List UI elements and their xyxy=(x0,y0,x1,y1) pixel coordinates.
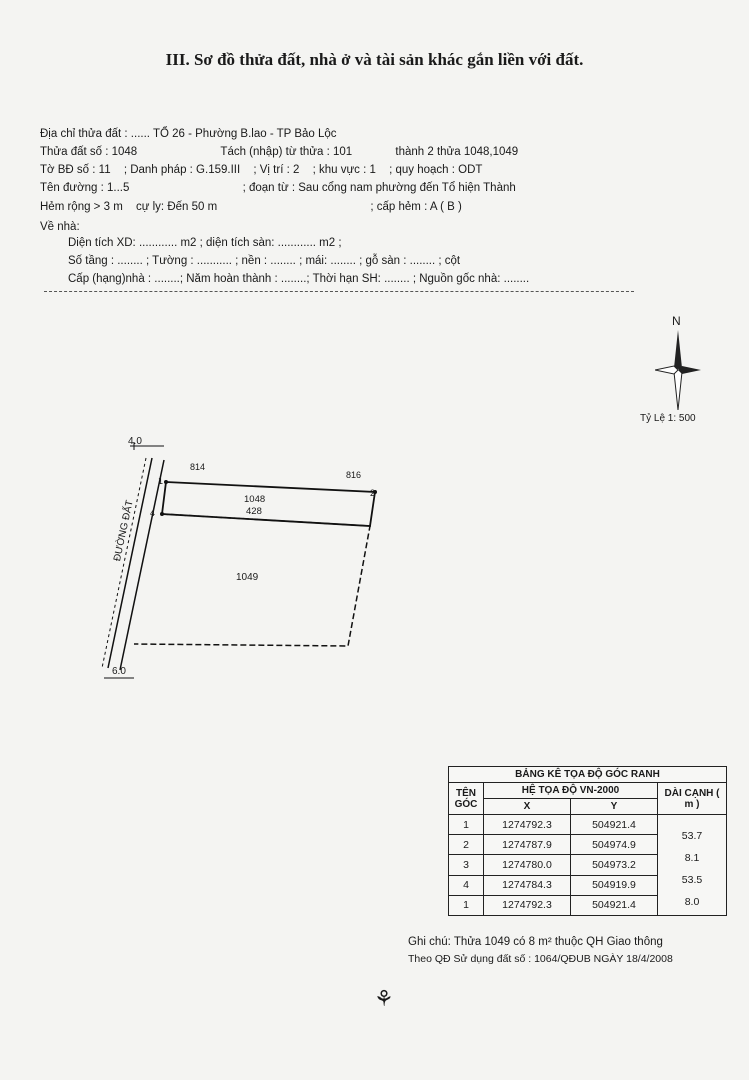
parcel-diagram xyxy=(90,430,400,690)
distance: cự ly: Đến 50 m xyxy=(135,201,218,213)
point-4: 4 xyxy=(150,508,156,518)
position: ; Vị trí : 2 xyxy=(253,164,300,176)
section-title: III. Sơ đồ thửa đất, nhà ở và tài sản khác gắn liền với đất. xyxy=(165,50,584,69)
cell-y: 504921.4 xyxy=(571,815,658,835)
split-into: thành 2 thửa 1048,1049 xyxy=(395,146,519,158)
col-ten: TÊN GÓC xyxy=(449,783,484,815)
north-label: N xyxy=(672,314,681,328)
col-system: HỆ TỌA ĐỘ VN-2000 xyxy=(484,783,658,799)
info-street xyxy=(40,182,526,194)
house-area: Diện tích XD: ............ m2 ; diện tích sàn: ............ m2 ; xyxy=(68,237,342,249)
parcel-1049-label: 1049 xyxy=(236,572,259,583)
col-x: X xyxy=(484,799,571,815)
split-from: Tách (nhập) từ thửa : 101 xyxy=(220,146,353,158)
note-line-1: Ghi chú: Thửa 1049 có 8 m² thuộc QH Giao thông xyxy=(408,936,663,948)
signature-icon: ⚘ xyxy=(374,986,394,1011)
cell-x: 1274792.3 xyxy=(484,815,571,835)
col-y: Y xyxy=(571,799,658,815)
cell-ten: 1 xyxy=(449,895,484,915)
address-text: Địa chỉ thửa đất : ...... TỔ 26 - Phường B.lao - TP Bảo Lộc xyxy=(40,128,337,140)
cell-lengths xyxy=(658,815,727,916)
length-value: 53.7 xyxy=(681,830,703,842)
parcel-1048-area: 428 xyxy=(246,506,262,517)
length-value: 8.0 xyxy=(684,896,700,908)
house-heading: Về nhà: xyxy=(40,221,80,233)
col-length: DÀI CẠNH ( m ) xyxy=(658,783,727,815)
cell-y: 504974.9 xyxy=(571,835,658,855)
info-parcel xyxy=(40,146,528,158)
point-2: 2 xyxy=(370,488,376,498)
house-grade: Cấp (hạng)nhà : ........; Năm hoàn thành : ........; Thời hạn SH: ........ ; Nguồn gốc nhà: ........ xyxy=(68,273,530,285)
parcel-number: Thửa đất số : 1048 xyxy=(40,146,138,158)
road-label: ĐƯỜNG ĐẤT xyxy=(112,499,136,563)
neighbor-left: 814 xyxy=(190,462,206,472)
cell-y: 504921.4 xyxy=(571,895,658,915)
coordinate-table xyxy=(448,766,727,916)
table-row xyxy=(449,815,727,835)
info-alley xyxy=(40,201,472,213)
alley-grade: ; cấp hẻm : A ( B ) xyxy=(370,201,462,213)
cell-ten: 4 xyxy=(449,875,484,895)
compass-rose-icon xyxy=(655,330,701,410)
length-value: 8.1 xyxy=(684,852,700,864)
note-line-2: Theo QĐ Sử dụng đất số : 1064/QĐUB NGÀY 18/4/2008 xyxy=(408,953,673,965)
info-address xyxy=(40,128,347,140)
point-1: 1 xyxy=(158,476,164,486)
nomenclature: ; Danh pháp : G.159.III xyxy=(123,164,241,176)
neighbor-right: 816 xyxy=(346,470,362,480)
parcel-1048-label: 1048 xyxy=(244,494,266,505)
cell-x: 1274780.0 xyxy=(484,855,571,875)
cell-ten: 3 xyxy=(449,855,484,875)
dim-bottom: 6.0 xyxy=(112,666,126,677)
street-name: Tên đường : 1...5 xyxy=(40,182,130,194)
map-sheet: Tờ BĐ số : 11 xyxy=(40,164,111,176)
house-floors: Số tầng : ........ ; Tường : ........... ; nền : ........ ; mái: ........ ; gỗ sàn : ........ ; cột xyxy=(68,255,461,267)
cell-y: 504919.9 xyxy=(571,875,658,895)
scale-label: Tỷ Lệ 1: 500 xyxy=(640,413,696,424)
street-section: ; đoạn từ : Sau cổng nam phường đến Tổ hiện Thành xyxy=(242,182,516,194)
cell-x: 1274784.3 xyxy=(484,875,571,895)
dim-top: 4.0 xyxy=(128,436,142,447)
alley-width: Hẻm rộng > 3 m xyxy=(40,201,123,213)
divider xyxy=(44,291,634,292)
info-map xyxy=(40,164,492,176)
area-zone: ; khu vực : 1 xyxy=(312,164,376,176)
length-value: 53.5 xyxy=(681,874,703,886)
cell-x: 1274787.9 xyxy=(484,835,571,855)
planning: ; quy hoạch : ODT xyxy=(389,164,483,176)
cell-ten: 2 xyxy=(449,835,484,855)
cell-x: 1274792.3 xyxy=(484,895,571,915)
table-caption: BẢNG KÊ TỌA ĐỘ GÓC RANH xyxy=(449,767,727,783)
cell-y: 504973.2 xyxy=(571,855,658,875)
cell-ten: 1 xyxy=(449,815,484,835)
